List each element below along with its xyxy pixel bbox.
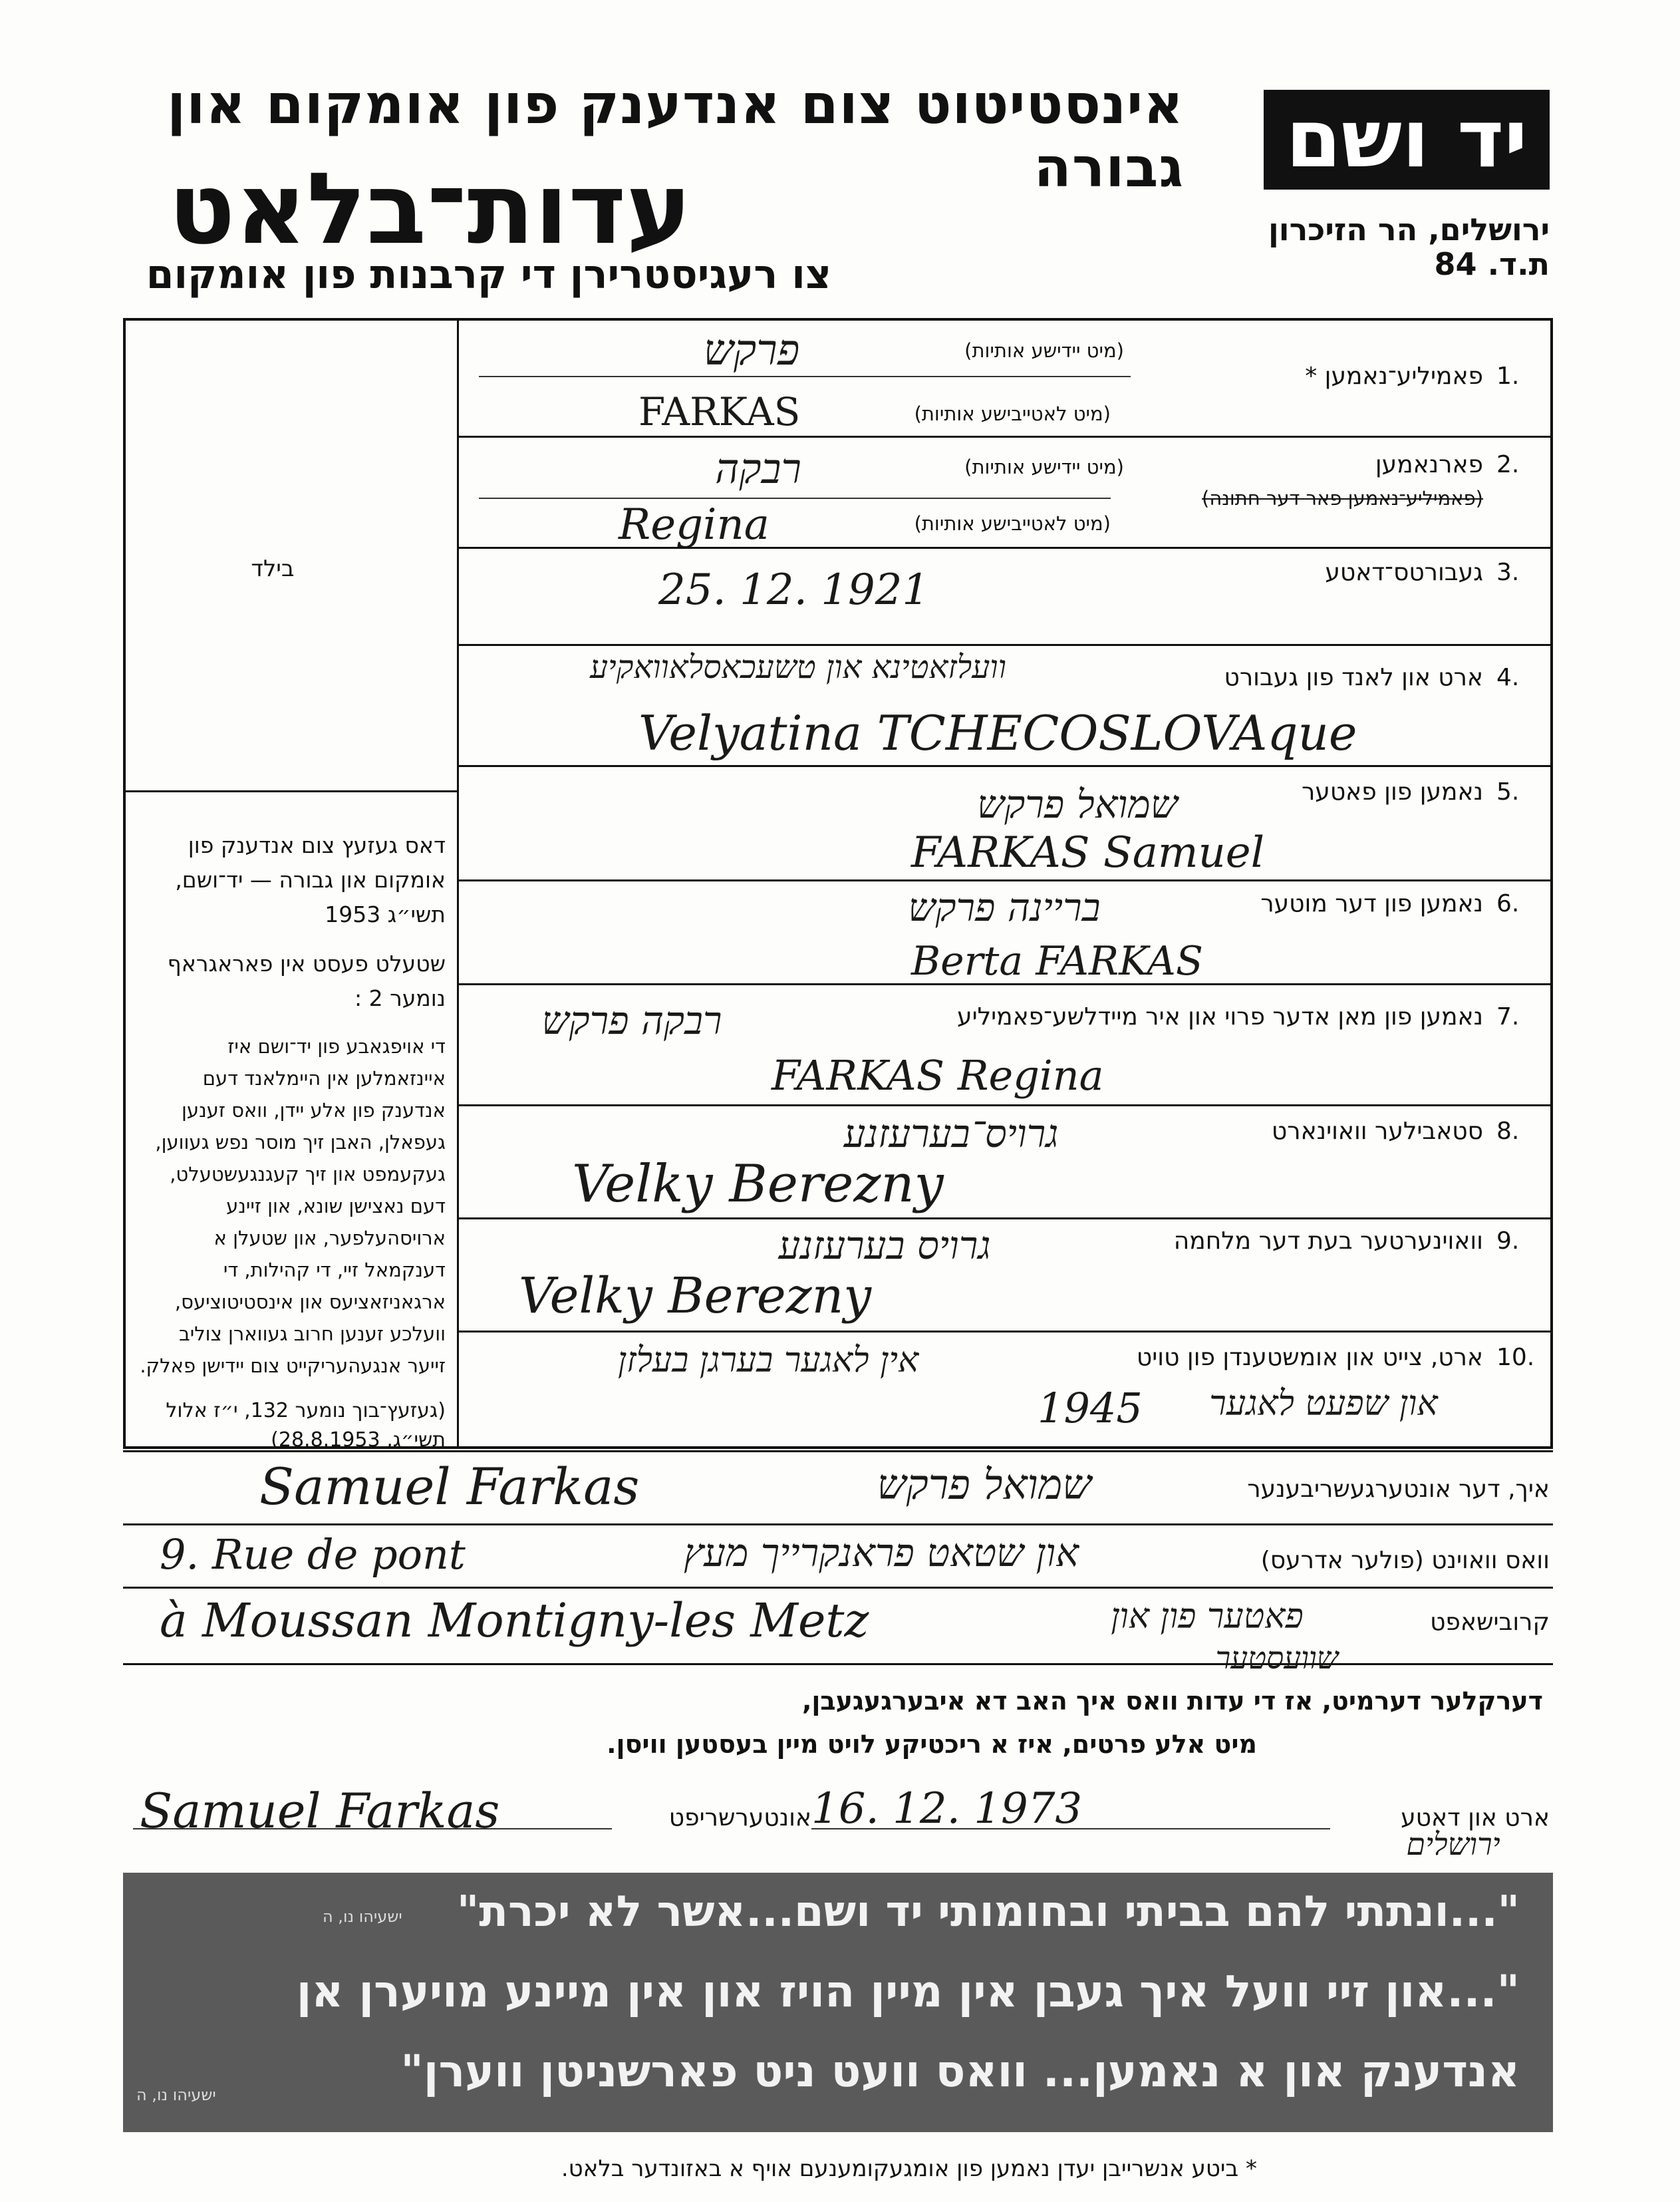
underline [479, 376, 1131, 377]
banner-source-2: ישעיהו נו, ה [136, 2086, 216, 2104]
law-note: דאס געזעץ צום אנדענק פון אומקום און גבורה — יד־ושם, תשי״ג 1953 [175, 832, 446, 927]
po-box: ת.ד. 84 [1434, 246, 1550, 282]
signature-value[interactable]: Samuel Farkas [140, 1783, 500, 1839]
spouse-name-latin[interactable]: FARKAS Regina [771, 1051, 1104, 1100]
row-label-mother-name: נאמען פון דער מוטער [1260, 890, 1483, 917]
family-name-latin[interactable]: FARKAS [638, 389, 801, 434]
birth-place-latin[interactable]: Velyatina TCHECOSLOVAque [638, 705, 1357, 761]
birth-date-value[interactable]: 25. 12. 1921 [658, 565, 930, 615]
wartime-residence-yiddish[interactable]: גרויס בערעזנע [778, 1223, 991, 1268]
row-number: 2. [1496, 451, 1520, 478]
row-divider [459, 1217, 1553, 1219]
banner-source-1: ישעיהו נו, ה [323, 1907, 402, 1926]
father-name-latin[interactable]: FARKAS Samuel [911, 828, 1265, 877]
first-name-latin[interactable]: Regina [619, 500, 770, 550]
death-place-yiddish[interactable]: אין לאגער בערגן בעלזן [617, 1340, 919, 1380]
section-divider [123, 1450, 1553, 1452]
row-number: 9. [1496, 1227, 1520, 1255]
birth-place-yiddish[interactable]: וועלזאטינא און טשעכאסלאוואקיע [590, 649, 1006, 686]
place-value[interactable]: ירושלים [1406, 1826, 1500, 1862]
residence-latin[interactable]: Velky Berezny [572, 1154, 944, 1214]
row-number: 4. [1496, 664, 1520, 691]
quote-banner [123, 1873, 1553, 2132]
place-date-value[interactable]: 16. 12. 1973 [811, 1784, 1083, 1833]
signer-label: איך, דער אונטערגעשריבענער [1247, 1476, 1550, 1503]
row-label-birth-date: געבורטס־דאטע [1325, 559, 1483, 586]
relation-label: קרובישאפט [1430, 1609, 1550, 1636]
relation-value[interactable]: פאטער פון און [1111, 1597, 1304, 1637]
law-reference: (געזעץ־בוך נומער 132, י״ז אלול תשי״ג, 28.8.1953) [166, 1399, 446, 1452]
signature-label: אונטערשריפט [668, 1804, 811, 1831]
family-name-yiddish[interactable]: פרקש [703, 326, 800, 375]
underline [479, 498, 1111, 499]
underline [133, 1828, 612, 1829]
row-sublabel-maiden-name: (פאמיליע־נאמען פאר דער חתונה) [1202, 487, 1483, 510]
declaration-line-1: דערקלער דערמיט, אז די עדות וואס איך האב דא איבערגעגעבן, [801, 1686, 1543, 1716]
org-title: אינסטיטוט צום אנדענק פון אומקום און גבורה [167, 73, 1184, 200]
row-number: 6. [1496, 890, 1520, 917]
hint-latin: (מיט לאטייבישע אותיות) [914, 402, 1111, 425]
father-name-yiddish[interactable]: שמואל פרקש [977, 782, 1178, 827]
row-label-spouse-name: נאמען פון מאן אדער פרוי און איר מיידלשע־פאמיליע [957, 1003, 1483, 1030]
row-number: 1. [1496, 363, 1520, 390]
signer-name-yiddish[interactable]: שמואל פרקש [877, 1460, 1092, 1509]
row-number: 3. [1496, 559, 1520, 586]
mother-name-latin[interactable]: Berta FARKAS [911, 938, 1203, 985]
address-line2-latin[interactable]: à Moussan Montigny-les Metz [160, 1593, 869, 1648]
residence-yiddish[interactable]: גרויס־בערעזנע [843, 1111, 1059, 1156]
row-divider [459, 644, 1553, 646]
relation-value-second-line[interactable]: שוועסטער [1215, 1640, 1339, 1676]
row-label-wartime-residence: וואוינערטער בעת דער מלחמה [1173, 1227, 1483, 1255]
mission-text: די אויפגאבע פון יד־ושם איז איינזאמלען אין היימלאנד דעם אנדענק פון אלע יידן, וואס זענען געפאלן, האבן זיך מוסר נפש געווען, געקעמפט און זיך קעגנגעשטעלט, דעם נאצישן שונא, און זיינע ארויסהעלפער, און שטעלן א דענקמאל זיי, די קהילות, די ארגאניזאציעס און אינסטיטוציעס, וועלכע זענען חרוב געווארן צוליב זייער אנגעהעריקייט צום יידישן פאלק. [140, 1035, 446, 1377]
wartime-residence-latin[interactable]: Velky Berezny [519, 1267, 872, 1325]
hint-yiddish: (מיט יידישע אותיות) [964, 456, 1124, 478]
row-divider [459, 547, 1553, 549]
row-number: 10. [1496, 1344, 1535, 1371]
row-label-death-circumstances: ארט, צייט און אומשטענדן פון טויט [1136, 1344, 1483, 1371]
mother-name-yiddish[interactable]: בריינה פרקש [908, 885, 1101, 930]
first-name-yiddish[interactable]: רבקה [715, 444, 801, 493]
banner-line-3: אנדענק און א נאמען... וואס וועט ניט פארשניטן ווערן" [400, 2046, 1520, 2097]
death-circumstances-yiddish[interactable]: און שפעט לאגער [1209, 1384, 1438, 1424]
hint-latin: (מיט לאטייבישע אותיות) [914, 512, 1111, 535]
row-divider [123, 1523, 1553, 1525]
spouse-name-yiddish[interactable]: רבקה פרקש [541, 998, 722, 1043]
row-label-family-name: פאמיליע־נאמען * [1305, 363, 1483, 390]
place-date-label: ארט און דאטע [1401, 1804, 1550, 1831]
row-label-father-name: נאמען פון פאטער [1301, 778, 1483, 806]
law-sidebar [136, 828, 446, 1470]
address-line1-latin[interactable]: 9. Rue de pont [160, 1530, 466, 1579]
address-line1-yiddish[interactable]: און שטאט פראנקרייך מעץ [683, 1530, 1079, 1575]
hint-yiddish: (מיט יידישע אותיות) [964, 339, 1124, 362]
row-label-birth-place: ארט און לאנד פון געבורט [1224, 664, 1483, 691]
row-label-permanent-residence: סטאבילער וואוינארט [1271, 1118, 1483, 1145]
row-divider [123, 1587, 1553, 1589]
banner-line-1: "...ונתתי להם בביתי ובחומותי יד ושם...אשר לא יכרת" [456, 1887, 1520, 1937]
paragraph-note: שטעלט פעסט אין פאראגראף נומער 2 : [167, 951, 446, 1011]
signer-name-latin[interactable]: Samuel Farkas [259, 1457, 640, 1516]
row-label-first-name: פארנאמען [1375, 451, 1483, 478]
row-divider [459, 983, 1553, 985]
footnote: * ביטע אנשרייבן יעדן נאמען פון אומגעקומענעם אויף א באזונדער בלאט. [561, 2155, 1257, 2182]
address-label: וואס וואוינט (פולער אדרעס) [1260, 1547, 1550, 1574]
row-divider [123, 1663, 1553, 1665]
photo-divider [123, 790, 459, 792]
declaration-line-2: מיט אלע פרטים, איז א ריכטיקע לויט מיין בעסטען וויסן. [607, 1730, 1257, 1759]
row-divider [459, 436, 1553, 438]
row-number: 7. [1496, 1003, 1520, 1030]
death-year[interactable]: 1945 [1038, 1384, 1143, 1432]
photo-label: בילד [251, 555, 295, 582]
row-number: 8. [1496, 1118, 1520, 1145]
form-title: עדות־בלאט [168, 152, 692, 266]
institution-address: ירושלים, הר הזיכרון [1268, 212, 1550, 247]
row-divider [459, 879, 1553, 881]
yad-vashem-logo: יד ושם [1264, 90, 1550, 190]
row-divider [459, 1104, 1553, 1106]
row-divider [459, 765, 1553, 767]
row-divider [459, 1331, 1553, 1333]
form-subtitle: צו רעגיסטרירן די קרבנות פון אומקום [146, 251, 831, 298]
row-number: 5. [1496, 778, 1520, 806]
banner-line-2: "...און זיי וועל איך געבן אין מיין הויז און אין מיינע מויערן אן [296, 1966, 1520, 2017]
underline [811, 1828, 1330, 1829]
